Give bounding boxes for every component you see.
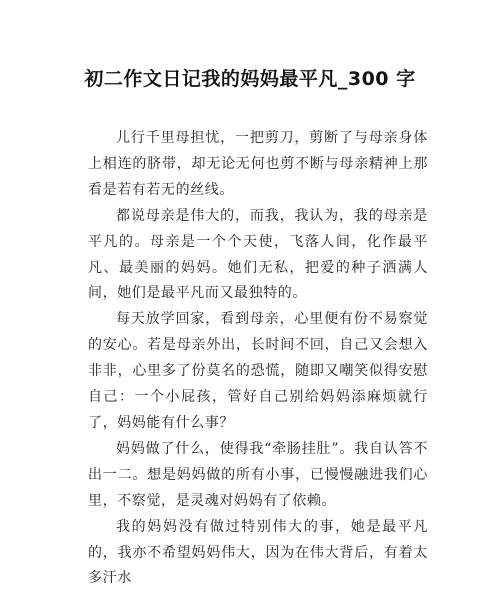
paragraph: 妈妈做了什么，使得我“牵肠挂肚”。我自认答不出一二。想是妈妈做的所有小事，已慢慢融进我们心里，不察觉，是灵魂对妈妈有了依赖。 bbox=[88, 440, 428, 509]
document-title: 初二作文日记我的妈妈最平凡_300 字 bbox=[84, 68, 416, 90]
paragraph: 每天放学回家，看到母亲，心里便有份不易察觉的安心。若是母亲外出，长时间不回，自己又会想入非非，心里多了份莫名的恐慌，随即又嘲笑似得安慰自己：一个小屁孩，管好自己别给妈妈添麻烦就行了，妈妈能有什么事？ bbox=[88, 311, 428, 431]
paragraph: 都说母亲是伟大的，而我，我认为，我的母亲是平凡的。母亲是一个个天使，飞落人间，化作最平凡、最美丽的妈妈。她们无私，把爱的种子洒满人间，她们是最平凡而又最独特的。 bbox=[88, 207, 428, 302]
paragraph: 儿行千里母担忧，一把剪刀，剪断了与母亲身体上相连的脐带，却无论无何也剪不断与母亲精神上那看是若有若无的丝线。 bbox=[88, 130, 428, 198]
document-body bbox=[88, 126, 428, 592]
paragraph: 我的妈妈没有做过特别伟大的事，她是最平凡的，我亦不希望妈妈伟大，因为在伟大背后，有着太多汗水 bbox=[88, 518, 428, 587]
